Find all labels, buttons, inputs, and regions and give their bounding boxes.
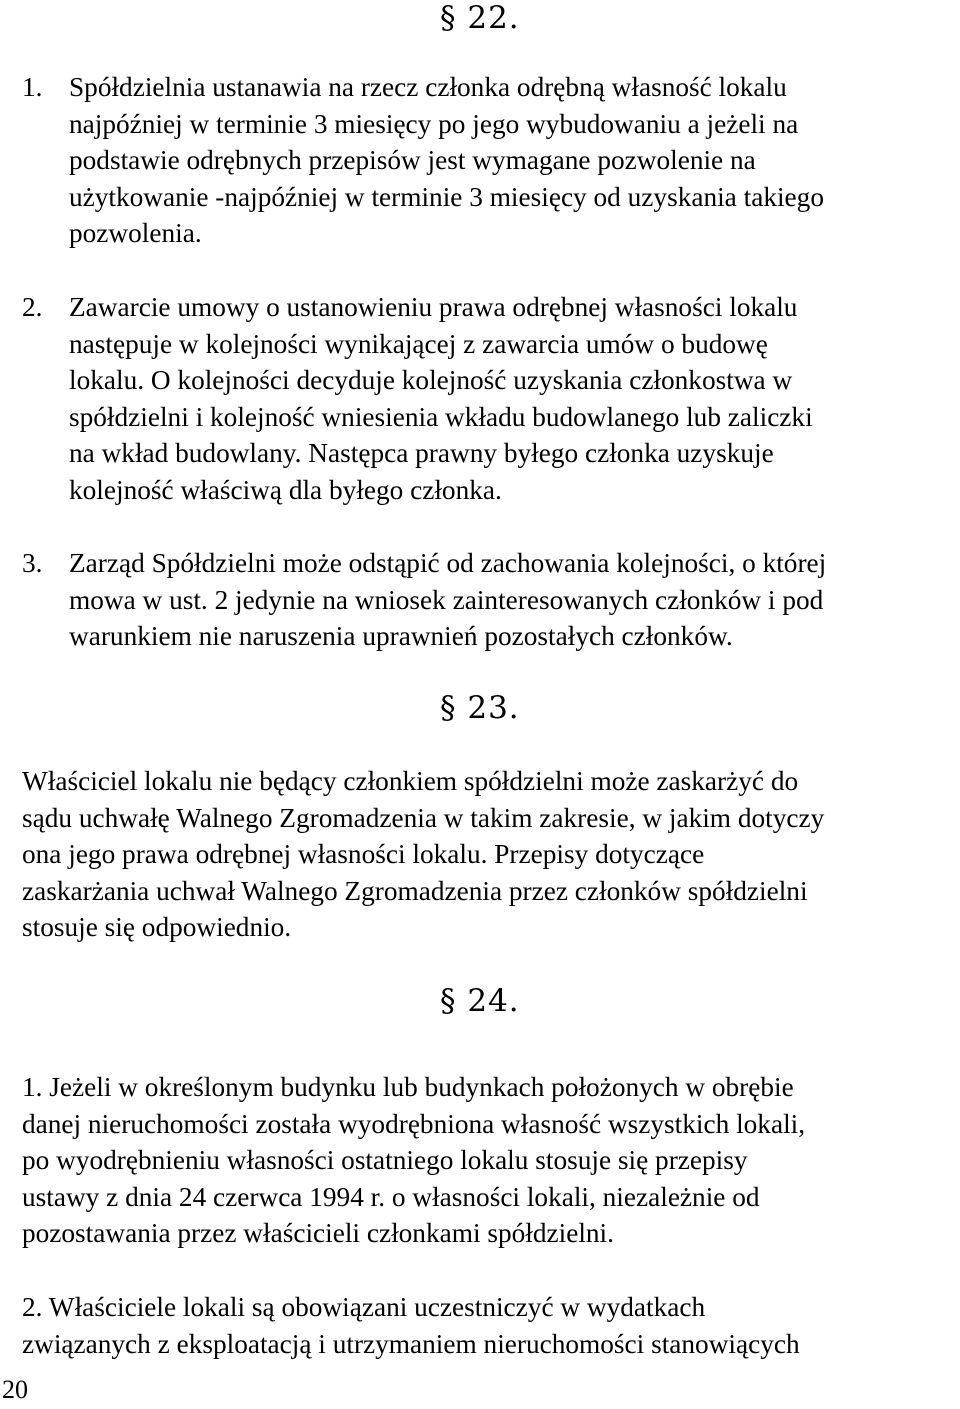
item-number: 2. (22, 292, 43, 322)
paragraph-24-1 (22, 1069, 957, 1252)
text-line: mowa w ust. 2 jedynie na wniosek zainteresowanych członków i pod (69, 584, 824, 615)
section-heading-23: § 23. (440, 690, 520, 726)
text-line: użytkowanie -najpóźniej w terminie 3 miesięcy od uzyskania takiego (69, 181, 824, 212)
text-line: warunkiem nie naruszenia uprawnień pozostałych członków. (69, 621, 733, 651)
item-number: 1. (22, 72, 43, 102)
text-line: kolejność właściwą dla byłego członka. (69, 474, 502, 505)
text-line: pozwolenia. (69, 218, 202, 248)
text-line: ona jego prawa odrębnej własności lokalu. Przepisy dotyczące (22, 839, 705, 869)
section-heading-24: § 24. (440, 983, 520, 1019)
text-line: Spółdzielnia ustanawia na rzecz członka odrębną własność lokalu (69, 72, 787, 102)
text-line: na wkład budowlany. Następca prawny byłego członka uzyskuje (69, 438, 774, 468)
text-line: Zarząd Spółdzielni może odstąpić od zachowania kolejności, o której (69, 548, 827, 578)
text-line: 2. Właściciele lokali są obowiązani uczestniczyć w wydatkach (22, 1292, 706, 1322)
text-line: podstawie odrębnych przepisów jest wymagane pozwolenie na (69, 145, 756, 175)
text-line: pozostawania przez właścicieli członkami spółdzielni. (22, 1218, 614, 1248)
text-line: najpóźniej w terminie 3 miesięcy po jego wybudowaniu a jeżeli na (69, 108, 799, 139)
text-line: Zawarcie umowy o ustanowieniu prawa odrębnej własności lokalu (69, 292, 798, 322)
text-line: następuje w kolejności wynikającej z zawarcia umów o budowę (69, 328, 768, 359)
text-line: związanych z eksploatacją i utrzymaniem nieruchomości stanowiących (22, 1328, 800, 1359)
page-number: 20 (2, 1375, 28, 1404)
text-line: stosuje się odpowiednio. (22, 912, 292, 942)
text-line: sądu uchwałę Walnego Zgromadzenia w takim zakresie, w jakim dotyczy (22, 802, 825, 833)
paragraph-22-1 (22, 69, 957, 252)
text-line: Właściciel lokalu nie będący członkiem spółdzielni może zaskarżyć do (22, 766, 799, 796)
text-line: 1. Jeżeli w określonym budynku lub budynkach położonych w obrębie (22, 1072, 794, 1102)
text-line: lokalu. O kolejności decyduje kolejność uzyskania członkostwa w (69, 365, 793, 395)
text-line: spółdzielni i kolejność wniesienia wkładu budowlanego lub zaliczki (69, 401, 813, 432)
text-line: zaskarżania uchwał Walnego Zgromadzenia przez członków spółdzielni (22, 875, 808, 906)
text-line: danej nieruchomości została wyodrębniona własność wszystkich lokali, (22, 1108, 806, 1139)
paragraph-23 (22, 763, 957, 946)
text-line: ustawy z dnia 24 czerwca 1994 r. o własności lokali, niezależnie od (22, 1181, 760, 1212)
section-heading-22: § 22. (440, 0, 520, 36)
item-number: 3. (22, 548, 43, 578)
paragraph-22-2 (22, 289, 957, 508)
text-line: po wyodrębnieniu własności ostatniego lokalu stosuje się przepisy (22, 1145, 748, 1175)
paragraph-24-2 (22, 1289, 957, 1362)
paragraph-22-3 (22, 545, 957, 655)
